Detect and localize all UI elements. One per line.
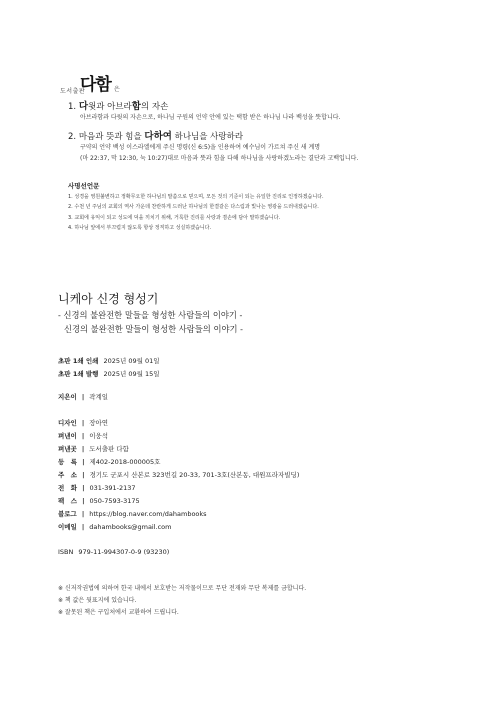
mission-number: 2. xyxy=(68,132,79,142)
credit-value: 장아연 xyxy=(89,419,109,427)
email-link[interactable]: dahambooks@gmail.com xyxy=(89,523,172,531)
heading-emphasis: 함 xyxy=(131,101,141,112)
logo-tail-text: 은 xyxy=(114,86,120,93)
credit-label: 전 화 xyxy=(58,484,78,492)
vision-item: 2. 수천 년 주님의 교회의 역사 가운데 찬란하게 드러난 하나님의 한결같은 다스림과 빛나는 영광을 드러내겠습니다. xyxy=(68,204,319,211)
credit-row-house xyxy=(58,444,129,453)
book-title: 니케아 신경 형성기 xyxy=(58,292,159,306)
mission-text-1: 아브라함과 다윗의 자손으로, 하나님 구원의 언약 안에 있는 택함 받은 하나님 나라 백성을 뜻합니다. xyxy=(80,114,341,121)
credit-row-email xyxy=(58,522,172,531)
separator: | xyxy=(81,432,85,440)
mission-heading-1 xyxy=(68,98,168,112)
vision-item: 3. 교회에 유익이 되고 성도에 덕을 끼치기 위해, 거룩한 진리를 사랑과 겸손에 담아 말하겠습니다. xyxy=(68,214,281,221)
author-value: 곽계일 xyxy=(89,393,109,401)
credit-value: 이웅석 xyxy=(89,432,109,440)
mission-heading-2 xyxy=(68,128,243,142)
credit-row-blog xyxy=(58,509,207,518)
publish-date-row xyxy=(58,369,160,378)
credit-row-publisher xyxy=(58,431,108,440)
isbn-value: 979-11-994307-0-9 (93230) xyxy=(78,548,170,556)
logo-main-text: 다함 xyxy=(80,75,111,95)
book-subtitle-1: - 신경의 불완전한 말들을 형성한 사람들의 이야기 - xyxy=(58,310,243,320)
heading-emphasis: 다 xyxy=(78,101,88,112)
credit-row-fax xyxy=(58,496,140,505)
separator: | xyxy=(81,419,85,427)
exchange-notice: ※ 잘못된 책은 구입처에서 교환하여 드립니다. xyxy=(58,609,179,616)
credit-value: 경기도 군포시 산본로 323번길 20-33, 701-3호(산본동, 대원프라자빌딩) xyxy=(89,471,300,479)
separator: | xyxy=(81,510,85,518)
credit-value: 도서출판 다함 xyxy=(89,445,129,453)
separator: | xyxy=(82,484,85,492)
author-label: 지은이 xyxy=(58,393,77,401)
heading-emphasis: 다하여 xyxy=(144,131,172,142)
credit-label: 디자인 xyxy=(58,419,77,427)
vision-item: 4. 하나님 앞에서 부끄럽지 않도록 항상 정직하고 성실하겠습니다. xyxy=(68,224,212,231)
print-value: 2025년 09월 01일 xyxy=(103,357,160,365)
heading-text: 마음과 뜻과 힘을 xyxy=(78,132,145,142)
print-label: 초판 1쇄 인쇄 xyxy=(58,357,99,365)
credit-label: 펴낸곳 xyxy=(58,445,77,453)
copyright-notice: ※ 신저작권법에 의하여 한국 내에서 보호받는 저작물이므로 무단 전재와 무단 복제를 금합니다. xyxy=(58,585,307,592)
separator: | xyxy=(82,471,85,479)
credit-label: 주 소 xyxy=(58,471,78,479)
credit-value: 제402-2018-000005호 xyxy=(89,458,161,466)
credit-value: 050-7593-3175 xyxy=(89,497,140,505)
credit-row-registration xyxy=(58,457,160,466)
heading-text: 하나님을 사랑하라 xyxy=(171,132,244,142)
credit-label: 팩 스 xyxy=(58,497,78,505)
print-date-row xyxy=(58,356,160,365)
vision-title: 사명선언문 xyxy=(68,182,100,190)
mission-text-2a: 구약의 언약 백성 이스라엘에게 주신 명령(신 6:5)을 인용하여 예수님이 가르쳐 주신 새 계명 xyxy=(80,144,321,151)
credit-row-designer xyxy=(58,418,108,427)
credit-row-address xyxy=(58,470,299,479)
separator: | xyxy=(81,445,85,453)
mission-number: 1. xyxy=(68,102,79,112)
logo-small-text: 도서출판 xyxy=(60,88,86,95)
credit-label: 등 록 xyxy=(58,458,78,466)
isbn-label: ISBN xyxy=(58,548,74,556)
heading-text: 윗과 아브라 xyxy=(88,102,132,112)
credit-label: 이메일 xyxy=(58,523,77,531)
publish-label: 초판 1쇄 발행 xyxy=(58,370,99,378)
separator: | xyxy=(81,523,85,531)
credit-value: 031-391-2137 xyxy=(89,484,136,492)
credit-label: 펴낸이 xyxy=(58,432,77,440)
publisher-logo xyxy=(60,68,140,96)
publish-value: 2025년 09월 15일 xyxy=(103,370,160,378)
credit-label: 블로그 xyxy=(58,510,77,518)
separator: | xyxy=(81,393,85,401)
price-notice: ※ 책 값은 뒷표지에 있습니다. xyxy=(58,597,137,604)
credit-row-phone xyxy=(58,483,135,492)
blog-link[interactable]: https://blog.naver.com/dahambooks xyxy=(89,510,207,518)
separator: | xyxy=(82,458,85,466)
book-subtitle-2: 신경의 불완전한 말들이 형성한 사람들의 이야기 - xyxy=(64,324,243,334)
separator: | xyxy=(82,497,85,505)
author-row xyxy=(58,392,108,401)
vision-item: 1. 성경을 영원불변하고 정확무오한 하나님의 말씀으로 믿으며, 모든 것의 기준이 되는 유일한 진리로 인정하겠습니다. xyxy=(68,194,324,200)
isbn-row xyxy=(58,548,169,556)
mission-text-2b: (마 22:37, 막 12:30, 눅 10:27)대로 마음과 뜻과 힘을 다해 하나님을 사랑하겠노라는 결단과 고백입니다. xyxy=(80,155,359,162)
vision-list xyxy=(68,192,324,233)
heading-text: 의 자손 xyxy=(140,102,169,112)
